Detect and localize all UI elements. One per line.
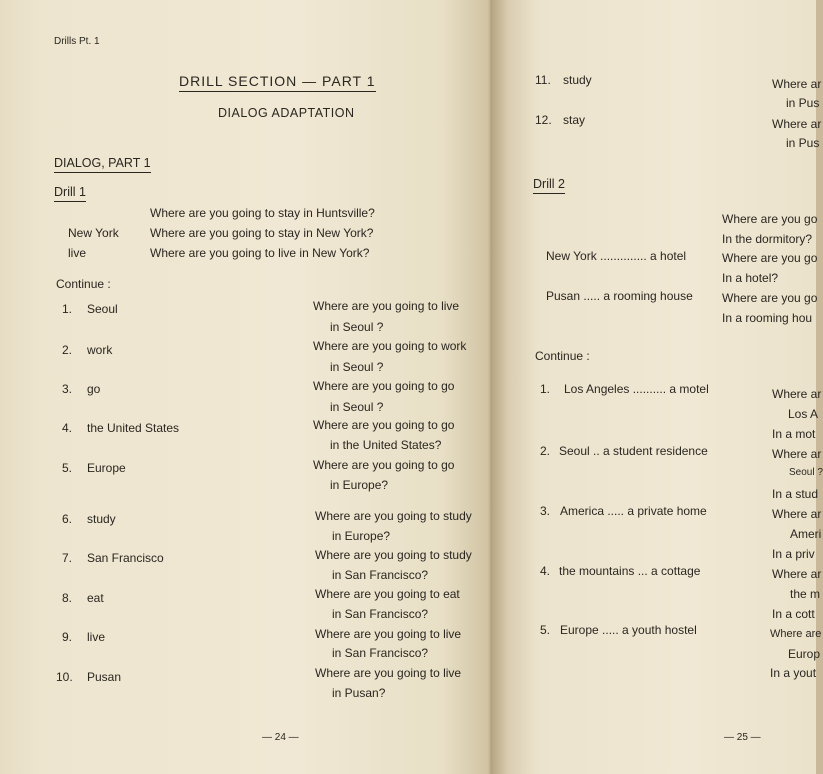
item-response-line: the m bbox=[790, 587, 821, 601]
item-response-line2: in San Francisco? bbox=[332, 568, 429, 582]
item-response-line1: Where are you going to study bbox=[315, 548, 472, 562]
item-number: 10. bbox=[56, 670, 73, 684]
item-number: 1. bbox=[540, 382, 551, 396]
item-number: 4. bbox=[540, 564, 551, 578]
item-response-line: Europ bbox=[788, 647, 821, 661]
item-cue: San Francisco bbox=[87, 551, 164, 565]
item-response-line2: in Europe? bbox=[330, 478, 389, 492]
item-response-line2: in San Francisco? bbox=[332, 646, 429, 660]
model-question: Where are you go bbox=[722, 291, 818, 305]
item-cue: Pusan bbox=[87, 670, 122, 684]
item-response-line1: Where are you going to eat bbox=[315, 587, 460, 601]
model-response: Where are you going to stay in New York? bbox=[150, 226, 374, 240]
item-response-line: Where ar bbox=[772, 387, 822, 401]
item-response-line2: in Seoul ? bbox=[330, 400, 384, 414]
item-response-line1: Where ar bbox=[772, 77, 822, 91]
item-response-line1: Where are you going to live bbox=[315, 666, 462, 680]
item-response-line1: Where are you going to work bbox=[313, 339, 467, 353]
item-response-line2: in Seoul ? bbox=[330, 360, 384, 374]
item-response-line1: Where are you going to study bbox=[315, 509, 472, 523]
item-response-line2: in Seoul ? bbox=[330, 320, 384, 334]
item-response-line2: in the United States? bbox=[330, 438, 442, 452]
item-cue: the United States bbox=[87, 421, 180, 435]
page-number: — 24 — bbox=[262, 732, 299, 743]
item-cue: Los Angeles .......... a motel bbox=[564, 382, 709, 396]
item-response-line1: Where ar bbox=[772, 117, 822, 131]
model-response: Where are you going to stay in Huntsville? bbox=[150, 206, 375, 220]
model-question: Where are you go bbox=[722, 212, 818, 226]
drill-2-heading: Drill 2 bbox=[533, 177, 565, 194]
item-response-line1: Where are you going to live bbox=[313, 299, 460, 313]
item-number: 1. bbox=[62, 302, 73, 316]
model-answer: In the dormitory? bbox=[722, 232, 813, 246]
item-number: 7. bbox=[62, 551, 73, 565]
item-cue: Seoul bbox=[87, 302, 118, 316]
model-cue: New York .............. a hotel bbox=[546, 249, 687, 263]
item-response-line: Seoul ? bbox=[789, 467, 823, 478]
item-response-line: In a yout bbox=[770, 666, 817, 680]
item-number: 5. bbox=[540, 623, 551, 637]
item-response-line2: in San Francisco? bbox=[332, 607, 429, 621]
continue-label: Continue : bbox=[56, 277, 111, 291]
item-number: 2. bbox=[540, 444, 551, 458]
model-answer: In a rooming hou bbox=[722, 311, 813, 325]
item-number: 9. bbox=[62, 630, 73, 644]
item-number: 3. bbox=[62, 382, 73, 396]
item-cue: go bbox=[87, 382, 101, 396]
running-head: Drills Pt. 1 bbox=[54, 36, 100, 47]
item-response-line: In a cott bbox=[772, 607, 815, 621]
item-cue: America ..... a private home bbox=[560, 504, 707, 518]
item-response-line: Ameri bbox=[790, 527, 822, 541]
page-number: — 25 — bbox=[724, 732, 761, 743]
item-number: 12. bbox=[535, 113, 552, 127]
model-cue: New York bbox=[68, 226, 119, 240]
model-cue: live bbox=[68, 246, 87, 260]
item-number: 2. bbox=[62, 343, 73, 357]
model-response: Where are you going to live in New York? bbox=[150, 246, 370, 260]
item-response-line: In a priv bbox=[772, 547, 815, 561]
item-response-line: Where ar bbox=[772, 567, 822, 581]
item-cue: eat bbox=[87, 591, 104, 605]
item-number: 6. bbox=[62, 512, 73, 526]
item-response-line1: Where are you going to go bbox=[313, 379, 455, 393]
model-cue: Pusan ..... a rooming house bbox=[546, 289, 693, 303]
item-cue: study bbox=[563, 73, 592, 87]
item-cue: the mountains ... a cottage bbox=[559, 564, 701, 578]
model-question: Where are you go bbox=[722, 251, 818, 265]
item-cue: live bbox=[87, 630, 106, 644]
item-response-line2: in Pus bbox=[786, 96, 820, 110]
item-cue: study bbox=[87, 512, 116, 526]
item-response-line2: in Pusan? bbox=[332, 686, 386, 700]
section-title: DRILL SECTION — PART 1 bbox=[179, 73, 376, 92]
item-response-line: In a stud bbox=[772, 487, 819, 501]
dialog-heading: DIALOG, PART 1 bbox=[54, 156, 151, 173]
model-answer: In a hotel? bbox=[722, 271, 779, 285]
item-response-line2: in Europe? bbox=[332, 529, 391, 543]
item-number: 8. bbox=[62, 591, 73, 605]
item-cue: Europe ..... a youth hostel bbox=[560, 623, 697, 637]
item-number: 11. bbox=[535, 73, 551, 87]
item-response-line1: Where are you going to go bbox=[313, 418, 455, 432]
item-response-line: Where are bbox=[770, 628, 822, 640]
item-response-line: Where ar bbox=[772, 507, 822, 521]
continue-label: Continue : bbox=[535, 349, 590, 363]
item-number: 4. bbox=[62, 421, 73, 435]
drill-1-heading: Drill 1 bbox=[54, 185, 86, 202]
item-response-line1: Where are you going to go bbox=[313, 458, 455, 472]
item-number: 3. bbox=[540, 504, 551, 518]
item-cue: work bbox=[87, 343, 113, 357]
item-number: 5. bbox=[62, 461, 73, 475]
item-response-line2: in Pus bbox=[786, 136, 820, 150]
subtitle: DIALOG ADAPTATION bbox=[218, 106, 355, 120]
item-response-line: Where ar bbox=[772, 447, 822, 461]
item-cue: Europe bbox=[87, 461, 126, 475]
item-response-line: Los A bbox=[788, 407, 819, 421]
item-cue: stay bbox=[563, 113, 586, 127]
right-page bbox=[492, 0, 823, 774]
item-cue: Seoul .. a student residence bbox=[559, 444, 708, 458]
item-response-line1: Where are you going to live bbox=[315, 627, 462, 641]
item-response-line: In a mot bbox=[772, 427, 816, 441]
